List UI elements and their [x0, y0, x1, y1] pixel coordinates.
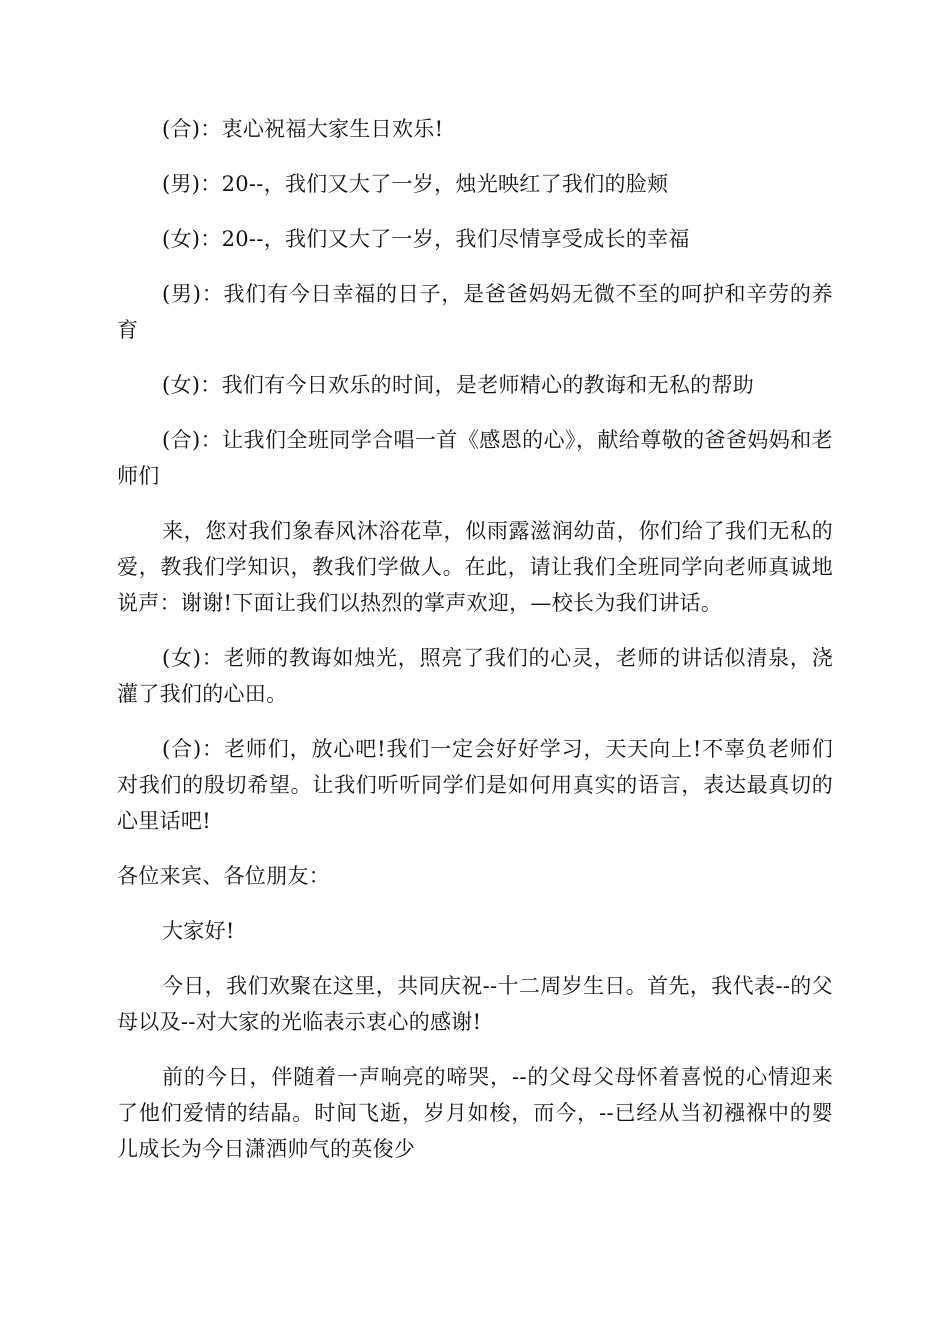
paragraph-11: 大家好! — [162, 919, 235, 943]
paragraph-8: (女)：老师的教诲如烛光，照亮了我们的心灵，老师的讲话似清泉，浇灌了我们的心田。 — [117, 646, 833, 706]
paragraph-3: (女)：20--，我们又大了一岁，我们尽情享受成长的幸福 — [162, 227, 690, 251]
paragraph-5: (女)：我们有今日欢乐的时间，是老师精心的教诲和无私的帮助 — [162, 373, 755, 397]
document-body — [117, 111, 833, 1186]
paragraph-10: 各位来宾、各位朋友： — [117, 864, 330, 888]
paragraph-6: (合)：让我们全班同学合唱一首《感恩的心》，献给尊敬的爸爸妈妈和老师们 — [117, 428, 833, 488]
paragraph-7: 来，您对我们象春风沐浴花草，似雨露滋润幼苗，你们给了我们无私的爱，教我们学知识，教我们学做人。在此，请让我们全班同学向老师真诚地说声：谢谢!下面让我们以热烈的掌声欢迎，—校长为我们讲话。 — [117, 519, 833, 615]
paragraph-1: (合)：衷心祝福大家生日欢乐! — [162, 117, 444, 141]
paragraph-12: 今日，我们欢聚在这里，共同庆祝--十二周岁生日。首先，我代表--的父母以及--对大家的光临表示衷心的感谢! — [117, 974, 833, 1034]
paragraph-9: (合)：老师们，放心吧!我们一定会好好学习，天天向上!不辜负老师们对我们的殷切希望。让我们听听同学们是如何用真实的语言，表达最真切的心里话吧! — [117, 737, 833, 833]
paragraph-13: 前的今日，伴随着一声响亮的啼哭，--的父母父母怀着喜悦的心情迎来了他们爱情的结晶。时间飞逝，岁月如梭，而今，--已经从当初襁褓中的婴儿成长为今日潇洒帅气的英俊少 — [117, 1065, 833, 1161]
paragraph-2: (男)：20--，我们又大了一岁，烛光映红了我们的脸颊 — [162, 172, 669, 196]
paragraph-4: (男)：我们有今日幸福的日子，是爸爸妈妈无微不至的呵护和辛劳的养育 — [117, 282, 833, 342]
